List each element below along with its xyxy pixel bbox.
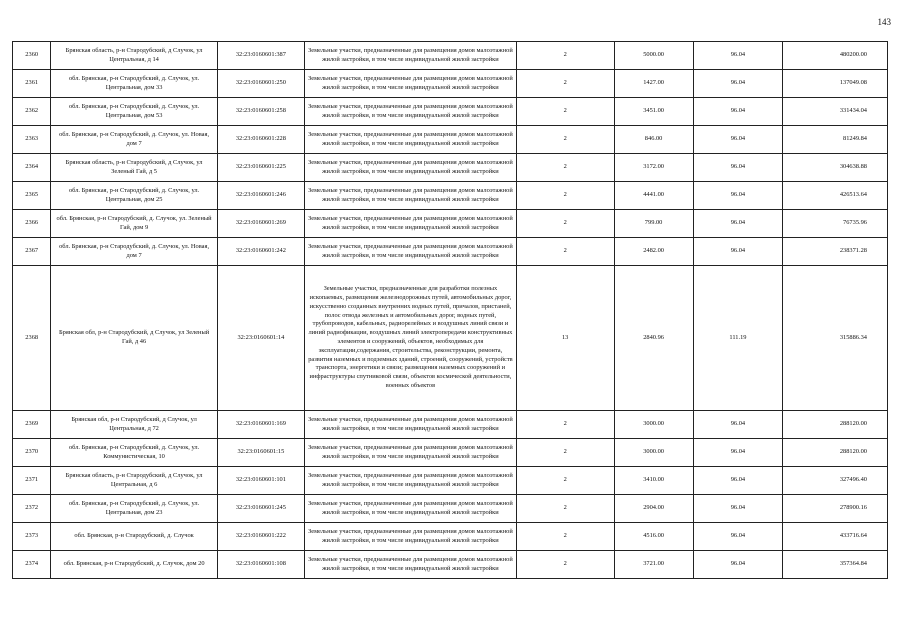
address-cell: Брянская область, р-н Стародубский, д Случок, ул Центральная, д 14 xyxy=(51,42,217,70)
permitted-use-cell: Земельные участки, предназначенные для разработки полезных ископаемых, размещения железнодорожных путей, автомобильных дорог, искусственно созданных внутренних водных путей, причалов, пристаней, полос отвода железных и автомобильных дорог, водных путей, трубопроводов, кабельных, радиорелейных и воздушных линий связи и линий радиофикации, воздушных линий электропередачи конструктивных элементов и сооружений, объектов, необходимых для эксплуатации,содержания, строительства, реконструкции, ремонта, развития наземных и подземных зданий, строений, сооружений, устройств транспорта, энергетики и связи; размещения наземных сооружений и инфраструктуры спутниковой связи, объектов космической деятельности, военных объектов xyxy=(305,266,517,411)
row-number-cell: 2361 xyxy=(13,70,51,98)
area-cell: 3451.00 xyxy=(614,98,693,126)
cadastral-value-cell: 238371.28 xyxy=(783,238,888,266)
area-cell: 2904.00 xyxy=(614,495,693,523)
use-category-cell: 2 xyxy=(516,411,614,439)
cadastral-number-cell: 32:23:0160601:258 xyxy=(217,98,304,126)
specific-value-cell: 111.19 xyxy=(693,266,783,411)
cadastral-value-cell: 433716.64 xyxy=(783,523,888,551)
specific-value-cell: 96.04 xyxy=(693,126,783,154)
row-number-cell: 2369 xyxy=(13,411,51,439)
address-cell: Брянская область, р-н Стародубский, д Случок, ул Центральная, д 6 xyxy=(51,467,217,495)
page-number: 143 xyxy=(877,17,891,27)
use-category-cell: 2 xyxy=(516,154,614,182)
address-cell: обл. Брянская, р-н Стародубский, д. Случок, ул. Центральная, дом 53 xyxy=(51,98,217,126)
cadastral-number-cell: 32:23:0160601:15 xyxy=(217,439,304,467)
address-cell: обл. Брянская, р-н Стародубский, д. Случок, ул. Новая, дом 7 xyxy=(51,126,217,154)
address-cell: обл. Брянская, р-н Стародубский, д. Случок, ул. Центральная, дом 23 xyxy=(51,495,217,523)
use-category-cell: 2 xyxy=(516,126,614,154)
area-cell: 3410.00 xyxy=(614,467,693,495)
table-body xyxy=(13,42,888,579)
area-cell: 3721.00 xyxy=(614,551,693,579)
use-category-cell: 2 xyxy=(516,70,614,98)
row-number-cell: 2364 xyxy=(13,154,51,182)
area-cell: 3000.00 xyxy=(614,411,693,439)
area-cell: 4516.00 xyxy=(614,523,693,551)
address-cell: обл. Брянская, р-н Стародубский, д. Случок xyxy=(51,523,217,551)
address-cell: Брянская обл, р-н Стародубский, д Случок, ул Зеленый Гай, д 46 xyxy=(51,266,217,411)
cadastral-number-cell: 32:23:0160601:242 xyxy=(217,238,304,266)
address-cell: обл. Брянская, р-н Стародубский, д. Случок, ул. Зеленый Гай, дом 9 xyxy=(51,210,217,238)
area-cell: 799.00 xyxy=(614,210,693,238)
row-number-cell: 2370 xyxy=(13,439,51,467)
table-row xyxy=(13,266,888,411)
use-category-cell: 2 xyxy=(516,439,614,467)
specific-value-cell: 96.04 xyxy=(693,70,783,98)
use-category-cell: 2 xyxy=(516,98,614,126)
specific-value-cell: 96.04 xyxy=(693,42,783,70)
use-category-cell: 2 xyxy=(516,210,614,238)
specific-value-cell: 96.04 xyxy=(693,238,783,266)
table-row xyxy=(13,182,888,210)
permitted-use-cell: Земельные участки, предназначенные для размещения домов малоэтажной жилой застройки, в том числе индивидуальной жилой застройки xyxy=(305,182,517,210)
permitted-use-cell: Земельные участки, предназначенные для размещения домов малоэтажной жилой застройки, в том числе индивидуальной жилой застройки xyxy=(305,154,517,182)
row-number-cell: 2372 xyxy=(13,495,51,523)
area-cell: 2840.96 xyxy=(614,266,693,411)
row-number-cell: 2371 xyxy=(13,467,51,495)
row-number-cell: 2360 xyxy=(13,42,51,70)
cadastral-value-cell: 480200.00 xyxy=(783,42,888,70)
permitted-use-cell: Земельные участки, предназначенные для размещения домов малоэтажной жилой застройки, в том числе индивидуальной жилой застройки xyxy=(305,523,517,551)
address-cell: Брянская обл, р-н Стародубский, д Случок, ул Центральная, д 72 xyxy=(51,411,217,439)
specific-value-cell: 96.04 xyxy=(693,98,783,126)
table-row xyxy=(13,126,888,154)
permitted-use-cell: Земельные участки, предназначенные для размещения домов малоэтажной жилой застройки, в том числе индивидуальной жилой застройки xyxy=(305,439,517,467)
use-category-cell: 2 xyxy=(516,238,614,266)
row-number-cell: 2362 xyxy=(13,98,51,126)
cadastral-number-cell: 32:23:0160601:269 xyxy=(217,210,304,238)
cadastral-valuation-table xyxy=(12,41,888,579)
cadastral-number-cell: 32:23:0160601:225 xyxy=(217,154,304,182)
table-row xyxy=(13,70,888,98)
row-number-cell: 2374 xyxy=(13,551,51,579)
use-category-cell: 2 xyxy=(516,551,614,579)
specific-value-cell: 96.04 xyxy=(693,551,783,579)
address-cell: обл. Брянская, р-н Стародубский, д. Случок, ул. Коммунистическая, 10 xyxy=(51,439,217,467)
permitted-use-cell: Земельные участки, предназначенные для размещения домов малоэтажной жилой застройки, в том числе индивидуальной жилой застройки xyxy=(305,411,517,439)
table-row xyxy=(13,495,888,523)
use-category-cell: 13 xyxy=(516,266,614,411)
use-category-cell: 2 xyxy=(516,495,614,523)
table-row xyxy=(13,238,888,266)
cadastral-number-cell: 32:23:0160601:222 xyxy=(217,523,304,551)
cadastral-value-cell: 288120.00 xyxy=(783,411,888,439)
address-cell: обл. Брянская, р-н Стародубский, д. Случок, ул. Центральная, дом 25 xyxy=(51,182,217,210)
specific-value-cell: 96.04 xyxy=(693,154,783,182)
permitted-use-cell: Земельные участки, предназначенные для размещения домов малоэтажной жилой застройки, в том числе индивидуальной жилой застройки xyxy=(305,551,517,579)
specific-value-cell: 96.04 xyxy=(693,495,783,523)
cadastral-value-cell: 137049.08 xyxy=(783,70,888,98)
cadastral-value-cell: 357364.84 xyxy=(783,551,888,579)
cadastral-number-cell: 32:23:0160601:101 xyxy=(217,467,304,495)
permitted-use-cell: Земельные участки, предназначенные для размещения домов малоэтажной жилой застройки, в том числе индивидуальной жилой застройки xyxy=(305,98,517,126)
cadastral-number-cell: 32:23:0160601:246 xyxy=(217,182,304,210)
row-number-cell: 2363 xyxy=(13,126,51,154)
row-number-cell: 2367 xyxy=(13,238,51,266)
table-row xyxy=(13,467,888,495)
area-cell: 4441.00 xyxy=(614,182,693,210)
cadastral-number-cell: 32:23:0160601:108 xyxy=(217,551,304,579)
cadastral-value-cell: 288120.00 xyxy=(783,439,888,467)
cadastral-number-cell: 32:23:0160601:228 xyxy=(217,126,304,154)
table-row xyxy=(13,42,888,70)
permitted-use-cell: Земельные участки, предназначенные для размещения домов малоэтажной жилой застройки, в том числе индивидуальной жилой застройки xyxy=(305,126,517,154)
use-category-cell: 2 xyxy=(516,182,614,210)
specific-value-cell: 96.04 xyxy=(693,210,783,238)
cadastral-number-cell: 32:23:0160601:169 xyxy=(217,411,304,439)
use-category-cell: 2 xyxy=(516,523,614,551)
table-row xyxy=(13,439,888,467)
cadastral-number-cell: 32:23:0160601:387 xyxy=(217,42,304,70)
cadastral-value-cell: 304638.88 xyxy=(783,154,888,182)
specific-value-cell: 96.04 xyxy=(693,467,783,495)
permitted-use-cell: Земельные участки, предназначенные для размещения домов малоэтажной жилой застройки, в том числе индивидуальной жилой застройки xyxy=(305,238,517,266)
address-cell: обл. Брянская, р-н Стародубский, д. Случок, ул. Центральная, дом 33 xyxy=(51,70,217,98)
address-cell: обл. Брянская, р-н Стародубский, д. Случок, ул. Новая, дом 7 xyxy=(51,238,217,266)
specific-value-cell: 96.04 xyxy=(693,411,783,439)
cadastral-number-cell: 32:23:0160601:245 xyxy=(217,495,304,523)
area-cell: 846.00 xyxy=(614,126,693,154)
table-row xyxy=(13,551,888,579)
permitted-use-cell: Земельные участки, предназначенные для размещения домов малоэтажной жилой застройки, в том числе индивидуальной жилой застройки xyxy=(305,42,517,70)
area-cell: 3000.00 xyxy=(614,439,693,467)
table-row xyxy=(13,154,888,182)
cadastral-value-cell: 278900.16 xyxy=(783,495,888,523)
specific-value-cell: 96.04 xyxy=(693,523,783,551)
row-number-cell: 2366 xyxy=(13,210,51,238)
address-cell: обл. Брянская, р-н Стародубский, д. Случок, дом 20 xyxy=(51,551,217,579)
cadastral-number-cell: 32:23:0160601:14 xyxy=(217,266,304,411)
use-category-cell: 2 xyxy=(516,42,614,70)
area-cell: 5000.00 xyxy=(614,42,693,70)
cadastral-value-cell: 331434.04 xyxy=(783,98,888,126)
permitted-use-cell: Земельные участки, предназначенные для размещения домов малоэтажной жилой застройки, в том числе индивидуальной жилой застройки xyxy=(305,210,517,238)
cadastral-value-cell: 81249.84 xyxy=(783,126,888,154)
specific-value-cell: 96.04 xyxy=(693,182,783,210)
row-number-cell: 2373 xyxy=(13,523,51,551)
cadastral-value-cell: 76735.96 xyxy=(783,210,888,238)
cadastral-value-cell: 426513.64 xyxy=(783,182,888,210)
cadastral-number-cell: 32:23:0160601:250 xyxy=(217,70,304,98)
specific-value-cell: 96.04 xyxy=(693,439,783,467)
row-number-cell: 2365 xyxy=(13,182,51,210)
area-cell: 3172.00 xyxy=(614,154,693,182)
address-cell: Брянская область, р-н Стародубский, д Случок, ул Зеленый Гай, д 5 xyxy=(51,154,217,182)
use-category-cell: 2 xyxy=(516,467,614,495)
table-row xyxy=(13,523,888,551)
cadastral-value-cell: 327496.40 xyxy=(783,467,888,495)
permitted-use-cell: Земельные участки, предназначенные для размещения домов малоэтажной жилой застройки, в том числе индивидуальной жилой застройки xyxy=(305,495,517,523)
row-number-cell: 2368 xyxy=(13,266,51,411)
area-cell: 2482.00 xyxy=(614,238,693,266)
table-row xyxy=(13,411,888,439)
table-row xyxy=(13,98,888,126)
permitted-use-cell: Земельные участки, предназначенные для размещения домов малоэтажной жилой застройки, в том числе индивидуальной жилой застройки xyxy=(305,70,517,98)
permitted-use-cell: Земельные участки, предназначенные для размещения домов малоэтажной жилой застройки, в том числе индивидуальной жилой застройки xyxy=(305,467,517,495)
table-row xyxy=(13,210,888,238)
cadastral-value-cell: 315886.34 xyxy=(783,266,888,411)
area-cell: 1427.00 xyxy=(614,70,693,98)
